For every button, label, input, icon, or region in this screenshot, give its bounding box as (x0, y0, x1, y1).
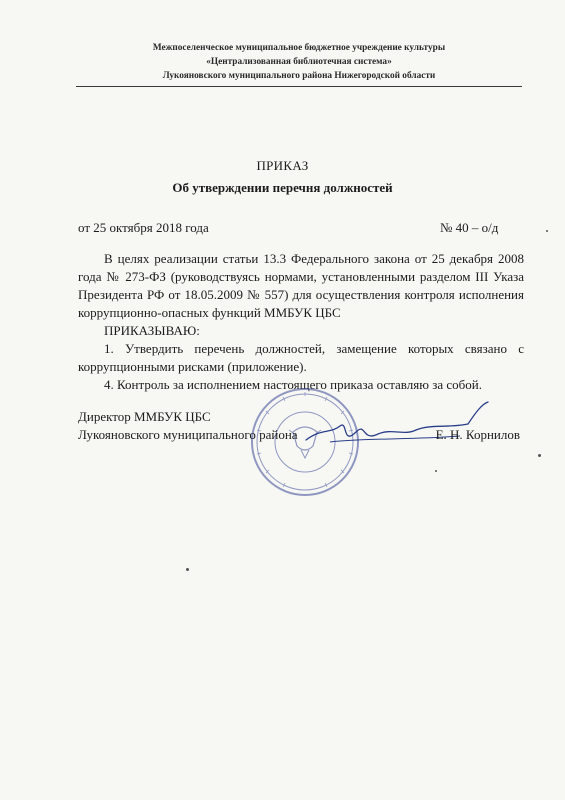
order-word: ПРИКАЗЫВАЮ: (104, 323, 200, 338)
signature-line (78, 426, 524, 444)
paper-speck (538, 454, 541, 457)
signer-position-line-2: Лукояновского муниципального района (78, 427, 298, 442)
order-item-2: 4. Контроль за исполнением настоящего приказа оставляю за собой. (104, 377, 482, 392)
order-number: № 40 – о/д (440, 220, 499, 235)
order-date: от 25 октября 2018 года (78, 220, 209, 235)
signer-name: Е. Н. Корнилов (435, 427, 520, 442)
signature-block (78, 408, 524, 444)
document-type: ПРИКАЗ (256, 158, 309, 173)
order-item-1: 1. Утвердить перечень должностей, замещение которых связано с коррупционными рисками (приложение). (78, 341, 524, 374)
preamble-paragraph: В целях реализации статьи 13.3 Федерального закона от 25 декабря 2008 года № 273-ФЗ (руководствуясь нормами, установленными разделом III Указа Президента РФ от 18.05.2009 № 557) для осуществления контроля исполнения коррупционно-опасных функций ММБУК ЦБС (78, 251, 524, 320)
order-body (78, 250, 524, 394)
organization-header (76, 41, 522, 83)
header-line-1: Межпоселенческое муниципальное бюджетное учреждение культуры (152, 43, 446, 53)
paper-speck (186, 568, 189, 571)
paper-speck (435, 470, 437, 472)
header-divider (76, 86, 522, 87)
header-line-3: Лукояновского муниципального района Нижегородской области (162, 71, 436, 81)
header-line-2: «Централизованная библиотечная система» (206, 57, 392, 67)
signer-position-line-1: Директор ММБУК ЦБС (78, 409, 211, 424)
paper-speck (546, 230, 548, 232)
document-title: Об утверждении перечня должностей (172, 180, 393, 195)
